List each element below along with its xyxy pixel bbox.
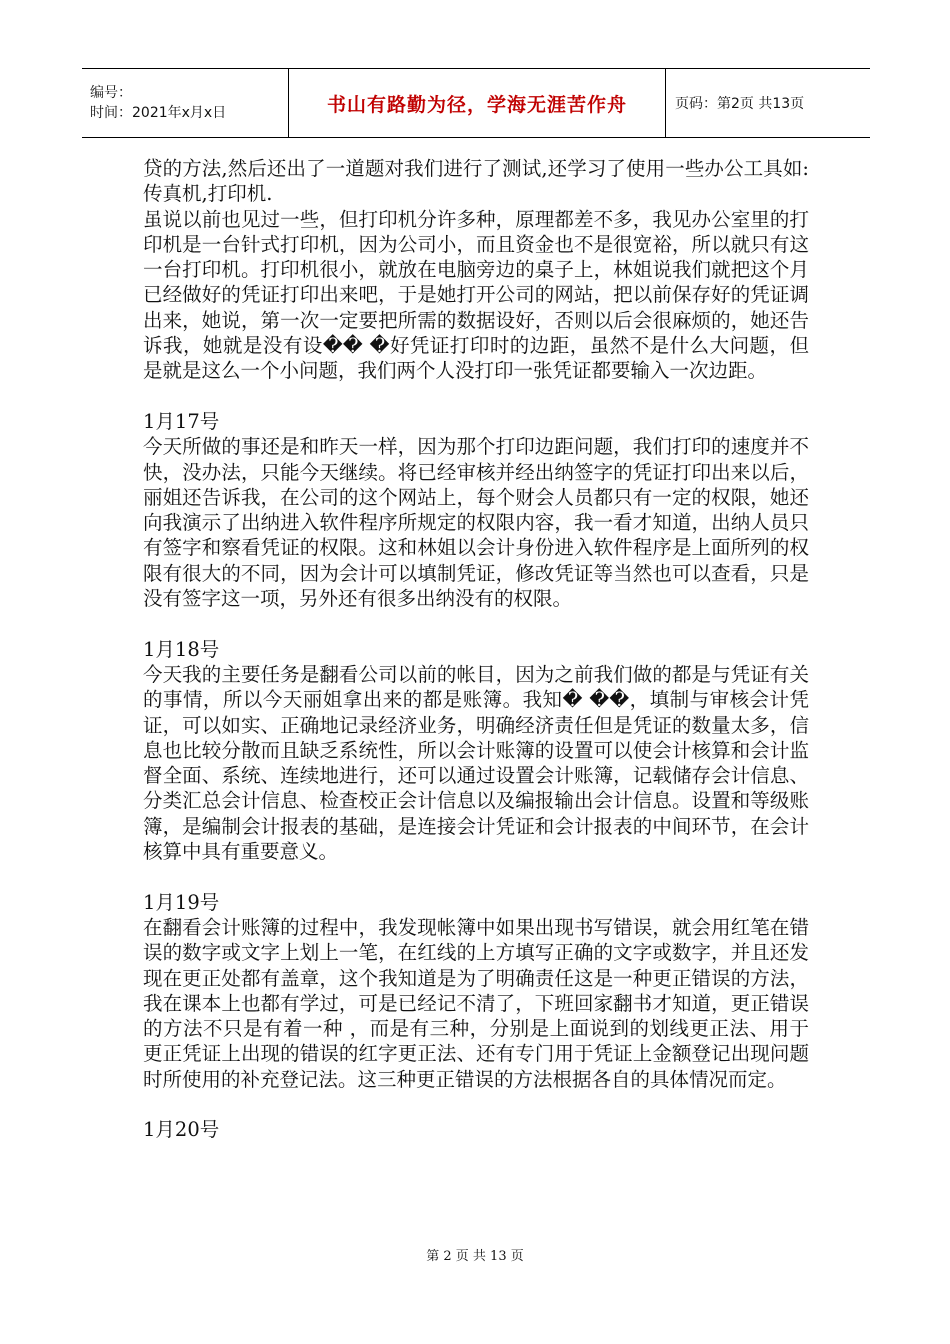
document-number-label: 编号： — [90, 85, 132, 101]
date-heading: 1月17号 — [143, 409, 220, 433]
document-body — [143, 156, 809, 1143]
header-motto: 书山有路勤为径，学海无涯苦作舟 — [289, 69, 666, 137]
paragraph: 贷的方法,然后还出了一道题对我们进行了测试,还学习了使用一些办公工具如:传真机,打印机. — [143, 157, 809, 206]
header-meta — [82, 69, 289, 137]
header-page-info: 页码：第2页 共13页 — [675, 96, 805, 112]
page-header — [82, 68, 870, 138]
paragraph: 虽说以前也见过一些，但打印机分许多种，原理都差不多，我见办公室里的打印机是一台针式打印机，因为公司小，而且资金也不是很宽裕，所以就只有这一台打印机。打印机很小，就放在电脑旁边的桌子上，林姐说我们就把这个月已经做好的凭证打印出来吧，于是她打开公司的网站，把以前保存好的凭证调出来，她说，第一次一定要把所需的数据设好，否则以后会很麻烦的，她还告诉我，她就是没有设�� �好凭证打印时的边距，虽然不是什么大问题，但是就是这么一个小问题，我们两个人没打印一张凭证都要输入一次边距。 — [143, 207, 809, 383]
date-heading: 1月20号 — [143, 1118, 220, 1142]
document-time-label: 时间：2021年x月x日 — [90, 105, 227, 121]
date-heading: 1月18号 — [143, 637, 220, 661]
date-heading: 1月19号 — [143, 890, 220, 914]
paragraph: 今天所做的事还是和昨天一样，因为那个打印边距问题，我们打印的速度并不快，没办法，只能今天继续。将已经审核并经出纳签字的凭证打印出来以后，丽姐还告诉我，在公司的这个网站上，每个财会人员都只有一定的权限，她还向我演示了出纳进入软件程序所规定的权限内容，我一看才知道，出纳人员只有签字和察看凭证的权限。这和林姐以会计身份进入软件程序是上面所列的权限有很大的不同，因为会计可以填制凭证，修改凭证等当然也可以查看，只是没有签字这一项，另外还有很多出纳没有的权限。 — [143, 435, 809, 611]
paragraph: 在翻看会计账簿的过程中，我发现帐簿中如果出现书写错误，就会用红笔在错误的数字或文字上划上一笔，在红线的上方填写正确的文字或数字，并且还发现在更正处都有盖章，这个我知道是为了明确责任这是一种更正错误的方法，我在课本上也都有学过，可是已经记不清了，下班回家翻书才知道，更正错误的方法不只是有着一种 ，而是有三种，分别是上面说到的划线更正法、用于更正凭证上出现的错误的红字更正法、还有专门用于凭证上金额登记出现问题时所使用的补充登记法。这三种更正错误的方法根据各自的具体情况而定。 — [143, 915, 809, 1091]
paragraph: 今天我的主要任务是翻看公司以前的帐目，因为之前我们做的都是与凭证有关的事情，所以今天丽姐拿出来的都是账簿。我知� ��，填制与审核会计凭证，可以如实、正确地记录经济业务，明确经济责任但是凭证的数量太多，信息也比较分散而且缺乏系统性，所以会计账簿的设置可以使会计核算和会计监督全面、系统、连续地进行，还可以通过设置会计账簿，记载储存会计信息、分类汇总会计信息、检查校正会计信息以及编报输出会计信息。设置和等级账簿，是编制会计报表的基础，是连接会计凭证和会计报表的中间环节，在会计核算中具有重要意义。 — [143, 662, 809, 864]
page-footer: 第 2 页 共 13 页 — [426, 1249, 524, 1264]
